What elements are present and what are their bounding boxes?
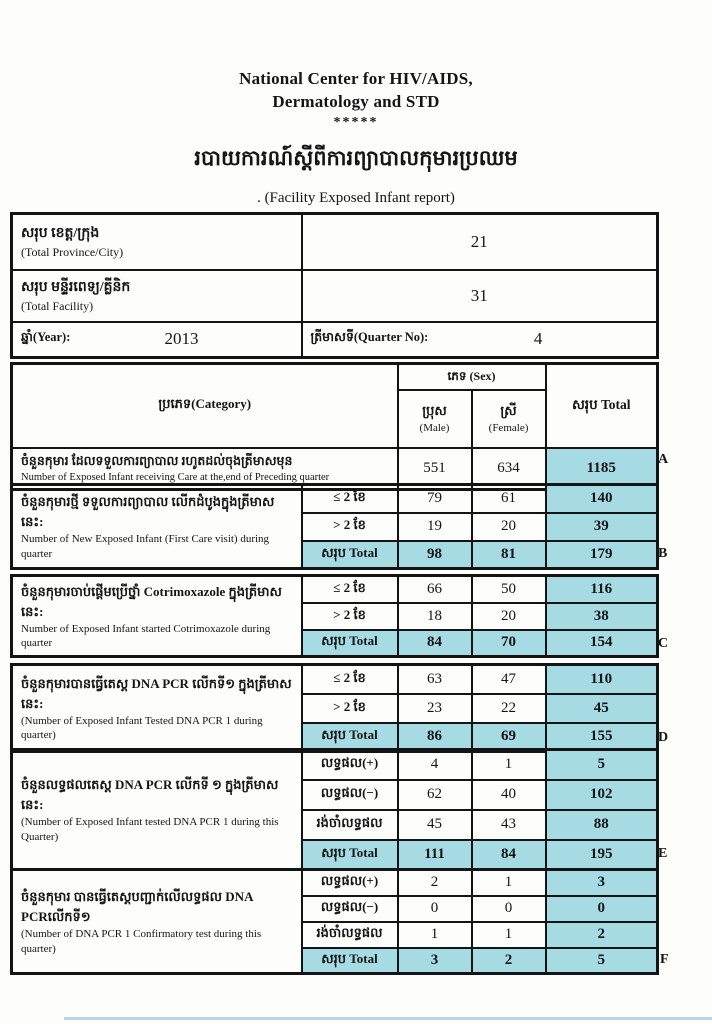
section-f-female-value: 1 <box>472 870 546 896</box>
section-a-male-value: 551 <box>398 448 472 490</box>
section-f-male-value: 0 <box>398 896 472 922</box>
section-e-total-value: 102 <box>546 780 658 810</box>
section-b-row-label: ≤ 2 ខែ <box>302 485 398 513</box>
section-b-male-value: 19 <box>398 513 472 541</box>
section-e-female-value: 43 <box>472 810 546 840</box>
section-f-female-value: 1 <box>472 922 546 948</box>
male-header-english: (Male) <box>419 422 450 435</box>
section-d-female-total: 69 <box>472 723 546 752</box>
section-c-total-value: 116 <box>546 576 658 603</box>
section-d-table <box>10 663 659 753</box>
section-f-category-english: (Number of DNA PCR 1 Confirmatory test during this quarter) <box>21 928 262 955</box>
quarter-cell <box>302 322 658 358</box>
section-d-row-label: > 2 ខែ <box>302 694 398 723</box>
male-header-cell <box>398 390 472 448</box>
male-header-khmer: ប្រុស <box>422 403 447 419</box>
section-f-row-label: លទ្ធផល(+) <box>302 870 398 896</box>
section-b-category-khmer: ចំនួនកុមារថ្មី ទទួលការព្យាបាល លើកដំបូងក្នុងត្រីមាសនេះ: <box>21 494 275 530</box>
year-label: ឆ្នាំ(Year): <box>21 330 71 345</box>
section-e-table <box>10 748 659 871</box>
section-e-male-value: 4 <box>398 750 472 780</box>
section-f-male-value: 2 <box>398 870 472 896</box>
section-d-total-value: 45 <box>546 694 658 723</box>
section-e-total-value: 5 <box>546 750 658 780</box>
section-a-female-value: 634 <box>472 448 546 490</box>
section-c-female-value: 50 <box>472 576 546 603</box>
section-d-category-khmer: ចំនួនកុមារបានធ្វើតេស្ត DNA PCR លើកទី១ ក្នុងត្រីមាសនេះ: <box>21 675 292 711</box>
section-a-total-value: 1185 <box>546 448 658 490</box>
section-c-male-value: 66 <box>398 576 472 603</box>
total-province-label-english: (Total Province/City) <box>21 244 124 259</box>
section-c-grand-total: 154 <box>546 630 658 657</box>
section-b-row-label: > 2 ខែ <box>302 513 398 541</box>
year-value: 2013 <box>164 329 199 349</box>
section-e-male-total: 111 <box>398 840 472 870</box>
section-b-letter: B <box>658 546 668 561</box>
female-header-khmer: ស្រី <box>500 403 517 419</box>
scan-artifact-line <box>64 1017 712 1020</box>
total-province-value: 21 <box>302 214 658 270</box>
section-b-male-value: 79 <box>398 485 472 513</box>
section-c-male-value: 18 <box>398 603 472 630</box>
sex-header-cell: ភេទ (Sex) <box>398 364 546 390</box>
section-e-category-cell <box>12 750 302 870</box>
section-d-total-row-label: សរុប Total <box>302 723 398 752</box>
section-c-total-value: 38 <box>546 603 658 630</box>
section-b-total-row-label: សរុប Total <box>302 541 398 569</box>
section-d-male-value: 23 <box>398 694 472 723</box>
section-b-table <box>10 483 659 570</box>
total-facility-label-khmer: សរុប មន្ទីរពេទ្យ/គ្លីនិក <box>21 279 131 295</box>
female-header-english: (Female) <box>488 422 529 435</box>
section-f-total-value: 0 <box>546 896 658 922</box>
section-e-male-value: 62 <box>398 780 472 810</box>
section-e-male-value: 45 <box>398 810 472 840</box>
section-c-total-row-label: សរុប Total <box>302 630 398 657</box>
section-d-grand-total: 155 <box>546 723 658 752</box>
section-f-female-value: 0 <box>472 896 546 922</box>
section-b-category-english: Number of New Exposed Infant (First Care visit) during quarter <box>21 533 270 560</box>
org-name-line2: Dermatology and STD <box>272 91 440 111</box>
total-province-label-khmer: សរុប ខេត្ត/ក្រុង <box>21 226 100 242</box>
section-b-female-total: 81 <box>472 541 546 569</box>
star-separator: ***** <box>333 114 379 130</box>
section-a-table <box>10 362 659 491</box>
section-e-category-khmer: ចំនួនលទ្ធផលតេស្ត DNA PCR លើកទី ១ ក្នុងត្រីមាសនេះ: <box>21 777 279 813</box>
section-c-category-cell <box>12 576 302 657</box>
total-province-label-cell <box>12 214 302 270</box>
section-b-female-value: 20 <box>472 513 546 541</box>
section-b-total-value: 140 <box>546 485 658 513</box>
section-f-male-value: 1 <box>398 922 472 948</box>
section-f-total-value: 3 <box>546 870 658 896</box>
section-f-total-value: 2 <box>546 922 658 948</box>
section-c-female-value: 20 <box>472 603 546 630</box>
section-e-row-label: លទ្ធផល(+) <box>302 750 398 780</box>
section-f-table <box>10 868 659 975</box>
section-b-male-total: 98 <box>398 541 472 569</box>
section-e-total-row-label: សរុប Total <box>302 840 398 870</box>
report-title-english: . (Facility Exposed Infant report) <box>257 189 455 206</box>
section-d-female-value: 47 <box>472 665 546 694</box>
section-e-letter: E <box>658 846 668 861</box>
section-d-category-english: (Number of Exposed Infant Tested DNA PCR 1 during quarter) <box>21 714 263 742</box>
section-e-grand-total: 195 <box>546 840 658 870</box>
section-d-row-label: ≤ 2 ខែ <box>302 665 398 694</box>
section-e-category-english: (Number of Exposed Infant tested DNA PCR 1 during this Quarter) <box>21 816 279 843</box>
total-facility-label-english: (Total Facility) <box>21 298 94 313</box>
section-e-female-value: 40 <box>472 780 546 810</box>
report-title-khmer: របាយការណ៍ស្តីពីការព្យាបាលកុមារប្រឈម <box>194 145 518 170</box>
total-header-cell: សរុប Total <box>546 364 658 448</box>
category-header-cell: ប្រភេទ(Category) <box>12 364 398 448</box>
section-e-row-label: លទ្ធផល(−) <box>302 780 398 810</box>
section-b-category-cell <box>12 485 302 569</box>
total-facility-value: 31 <box>302 270 658 322</box>
section-c-row-label: ≤ 2 ខែ <box>302 576 398 603</box>
section-f-grand-total: 5 <box>546 948 658 974</box>
section-e-female-total: 84 <box>472 840 546 870</box>
section-c-category-english: Number of Exposed Infant started Cotrimoxazole during quarter <box>21 622 271 650</box>
section-c-female-total: 70 <box>472 630 546 657</box>
section-c-male-total: 84 <box>398 630 472 657</box>
section-a-category-khmer: ចំនួនកុមារ ដែលទទួលការព្យាបាល រហូតដល់ចុងត្រីមាសមុន <box>21 453 293 468</box>
total-facility-label-cell <box>12 270 302 322</box>
section-f-total-row-label: សរុប Total <box>302 948 398 974</box>
quarter-value: 4 <box>533 329 543 349</box>
section-e-total-value: 88 <box>546 810 658 840</box>
section-d-female-value: 22 <box>472 694 546 723</box>
section-d-male-value: 63 <box>398 665 472 694</box>
section-f-category-cell <box>12 870 302 974</box>
section-a-category-english: Number of Exposed Infant receiving Care at the,end of Preceding quarter <box>21 471 330 483</box>
section-c-table <box>10 574 659 658</box>
section-a-letter: A <box>658 452 669 467</box>
section-d-male-total: 86 <box>398 723 472 752</box>
section-f-male-total: 3 <box>398 948 472 974</box>
section-b-total-value: 39 <box>546 513 658 541</box>
section-f-letter: F <box>660 952 669 967</box>
summary-table <box>10 212 659 359</box>
section-f-category-khmer: ចំនួនកុមារ បានធ្វើតេស្តបញ្ជាក់លើលទ្ធផល DNA PCRលើកទី១ <box>21 889 253 925</box>
female-header-cell <box>472 390 546 448</box>
section-b-female-value: 61 <box>472 485 546 513</box>
section-f-row-label: រង់ចាំលទ្ធផល <box>302 922 398 948</box>
year-cell <box>12 322 302 358</box>
section-e-female-value: 1 <box>472 750 546 780</box>
org-name-line1: National Center for HIV/AIDS, <box>239 69 473 88</box>
section-c-category-khmer: ចំនួនកុមារចាប់ផ្តើមប្រើថ្នាំ Cotrimoxazole ក្នុងត្រីមាសនេះ: <box>21 583 282 619</box>
section-f-female-total: 2 <box>472 948 546 974</box>
document-header <box>0 68 712 207</box>
section-d-letter: D <box>658 730 669 745</box>
section-d-total-value: 110 <box>546 665 658 694</box>
quarter-label: ត្រីមាសទី(Quarter No): <box>310 330 429 345</box>
section-c-letter: C <box>658 636 669 651</box>
section-b-grand-total: 179 <box>546 541 658 569</box>
section-c-row-label: > 2 ខែ <box>302 603 398 630</box>
section-d-category-cell <box>12 665 302 752</box>
section-e-row-label: រង់ចាំលទ្ធផល <box>302 810 398 840</box>
section-f-row-label: លទ្ធផល(−) <box>302 896 398 922</box>
